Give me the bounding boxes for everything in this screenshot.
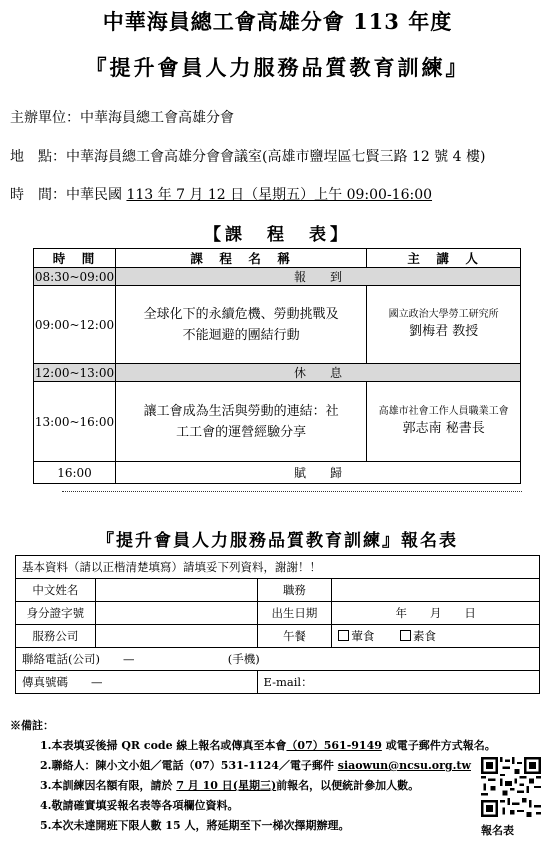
job-title-label: 職務 bbox=[257, 579, 332, 602]
schedule-header-speaker: 主 講 人 bbox=[367, 249, 521, 268]
note-item: 2.聯絡人：陳小文小姐／電話（07）531-1124／電子郵件 siaowun@ncsu.org.tw bbox=[40, 759, 471, 772]
registration-form bbox=[15, 555, 540, 694]
course-name bbox=[115, 286, 366, 364]
table-row bbox=[34, 268, 521, 286]
location-label: 地 點： bbox=[10, 149, 66, 165]
fax-field[interactable]: 傳真號碼 — bbox=[16, 671, 258, 694]
lunch-options bbox=[332, 625, 540, 648]
row-label: 報 到 bbox=[115, 268, 520, 286]
speaker-cell bbox=[367, 382, 521, 462]
note-item: 4.敬請確實填妥報名表等各項欄位資料。 bbox=[40, 799, 239, 812]
organizer-value: 中華海員總工會高雄分會 bbox=[80, 110, 234, 126]
schedule-header-course: 課 程 名 稱 bbox=[115, 249, 366, 268]
email-field[interactable]: E-mail： bbox=[257, 671, 540, 694]
organizer-label: 主辦單位： bbox=[10, 110, 80, 126]
row-label: 賦 歸 bbox=[115, 462, 520, 484]
note-item: 5.本次未達開班下限人數 15 人，將延期至下一梯次擇期辦理。 bbox=[40, 819, 350, 832]
course-line: 讓工會成為生活與勞動的連結：社 bbox=[143, 403, 339, 419]
notes-label: ※備註： bbox=[10, 719, 54, 732]
qr-code-icon[interactable] bbox=[481, 757, 541, 817]
note-item: 3.本訓練因名額有限，請於 7 月 10 日(星期三)前報名，以便統計參加人數。 bbox=[40, 779, 420, 792]
location-line bbox=[10, 146, 485, 166]
name-label: 中文姓名 bbox=[16, 579, 96, 602]
note-item: 1.本表填妥後掃 QR code 線上報名或傳真至本會（07）561-9149 或電子郵件方式報名。 bbox=[40, 739, 496, 752]
schedule-table bbox=[33, 248, 521, 484]
course-name bbox=[115, 382, 366, 462]
job-title-field[interactable] bbox=[332, 579, 540, 602]
name-field[interactable] bbox=[95, 579, 257, 602]
company-label: 服務公司 bbox=[16, 625, 96, 648]
birth-field[interactable]: 年 月 日 bbox=[332, 602, 540, 625]
veg-label: 素食 bbox=[412, 629, 436, 643]
speaker-org: 高雄市社會工作人員職業工會 bbox=[378, 406, 509, 417]
organizer-line bbox=[10, 107, 234, 127]
meat-label: 葷食 bbox=[351, 629, 375, 643]
notes-section bbox=[10, 716, 496, 836]
speaker-org: 國立政治大學勞工研究所 bbox=[388, 309, 499, 320]
time-line bbox=[10, 184, 432, 204]
speaker-cell bbox=[367, 286, 521, 364]
row-label: 休 息 bbox=[115, 364, 520, 382]
doc-title: 中華海員總工會高雄分會 113 年度 bbox=[102, 9, 453, 34]
speaker-name: 劉梅君 教授 bbox=[409, 324, 479, 339]
table-row bbox=[34, 364, 521, 382]
birth-label: 出生日期 bbox=[257, 602, 332, 625]
course-line: 全球化下的永續危機、勞動挑戰及 bbox=[143, 306, 339, 322]
speaker-name: 郭志南 秘書長 bbox=[402, 421, 485, 436]
row-time: 13:00~16:00 bbox=[34, 382, 116, 462]
location-value: 中華海員總工會高雄分會會議室(高雄市鹽埕區七賢三路 12 號 4 樓) bbox=[66, 149, 486, 165]
schedule-header-time: 時 間 bbox=[34, 249, 116, 268]
email-link[interactable]: siaowun@ncsu.org.tw bbox=[337, 759, 471, 772]
table-row bbox=[34, 462, 521, 484]
id-field[interactable] bbox=[95, 602, 257, 625]
id-label: 身分證字號 bbox=[16, 602, 96, 625]
doc-subtitle: 『提升會員人力服務品質教育訓練』 bbox=[85, 55, 470, 80]
registration-title: 『提升會員人力服務品質教育訓練』報名表 bbox=[97, 531, 458, 551]
schedule-title: 【課 程 表】 bbox=[204, 225, 351, 245]
company-field[interactable] bbox=[95, 625, 257, 648]
time-label: 時 間： bbox=[10, 187, 66, 203]
course-line: 不能迴避的團結行動 bbox=[182, 327, 300, 343]
dotted-divider bbox=[62, 491, 522, 492]
row-time: 12:00~13:00 bbox=[34, 365, 115, 380]
basic-info-note: 基本資料（請以正楷清楚填寫）請填妥下列資料，謝謝！！ bbox=[16, 556, 540, 579]
qr-label: 報名表 bbox=[481, 824, 514, 837]
lunch-label: 午餐 bbox=[257, 625, 332, 648]
veg-checkbox[interactable] bbox=[400, 630, 411, 641]
phone-mobile-label: (手機) bbox=[227, 652, 260, 666]
course-line: 工工會的運營經驗分享 bbox=[176, 424, 307, 440]
row-time: 16:00 bbox=[34, 462, 116, 484]
table-row bbox=[34, 382, 521, 462]
time-prefix: 中華民國 bbox=[66, 187, 127, 203]
row-time: 08:30~09:00 bbox=[34, 269, 115, 284]
table-row bbox=[34, 286, 521, 364]
row-time: 09:00~12:00 bbox=[34, 286, 116, 364]
meat-checkbox[interactable] bbox=[338, 630, 349, 641]
time-value: 113 年 7 月 12 日（星期五）上午 09:00-16:00 bbox=[126, 187, 433, 203]
phone-field[interactable] bbox=[16, 648, 540, 671]
phone-company-label: 聯絡電話(公司) — bbox=[22, 652, 135, 666]
